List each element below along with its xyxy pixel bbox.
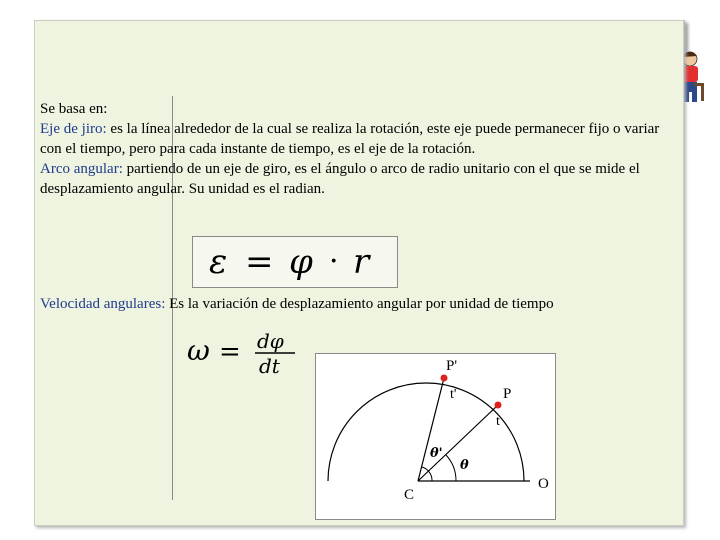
eje-term: Eje de jiro: <box>40 121 107 137</box>
arco-term: Arco angular: <box>40 161 123 177</box>
circular-motion-diagram <box>315 353 556 520</box>
content-text <box>40 99 680 199</box>
eq1-equals: = <box>245 242 274 282</box>
radius-p-prime <box>418 378 444 481</box>
eq1-epsilon: ε <box>209 242 228 282</box>
radius-p <box>418 405 498 481</box>
eq2-denominator: dt <box>259 354 280 376</box>
label-p: P <box>503 386 512 402</box>
arco-paragraph <box>40 159 680 199</box>
point-p <box>495 402 502 409</box>
eq1-r: r <box>353 242 370 282</box>
label-theta: θ <box>460 458 469 473</box>
label-theta-prime: θ' <box>430 446 443 461</box>
eje-definition: es la línea alrededor de la cual se realiza la rotación, este eje puede permanecer fijo o variar con el tiempo, pero para cada instante de tiempo, es el eje de la rotación. <box>40 121 660 157</box>
eq1-dot: · <box>329 244 339 279</box>
label-t-prime: t' <box>450 387 457 402</box>
arco-definition: partiendo de un eje de giro, es el ángulo o arco de radio unitario con el que se mide el desplazamiento angular. Su unidad es el radian. <box>40 161 640 197</box>
label-t: t <box>496 414 500 429</box>
equation-arc <box>192 236 398 288</box>
point-p-prime <box>441 375 448 382</box>
label-o: O <box>538 476 549 492</box>
equation-angular-velocity <box>185 328 297 376</box>
eq2-equals: = <box>219 337 241 367</box>
label-p-prime: P' <box>446 358 458 374</box>
eq1-phi: φ <box>289 242 313 282</box>
theta-arc <box>446 455 456 481</box>
eq2-numerator: dφ <box>257 329 284 353</box>
label-c: C <box>404 487 415 503</box>
eq2-omega: ω <box>187 334 210 367</box>
intro-text: Se basa en: <box>40 101 108 117</box>
velocidad-term: Velocidad angulares: <box>40 296 166 312</box>
velocidad-definition: Es la variación de desplazamiento angular por unidad de tiempo <box>165 296 554 312</box>
circle-arc <box>328 383 524 481</box>
velocidad-paragraph <box>40 296 680 313</box>
eje-paragraph <box>40 119 680 159</box>
